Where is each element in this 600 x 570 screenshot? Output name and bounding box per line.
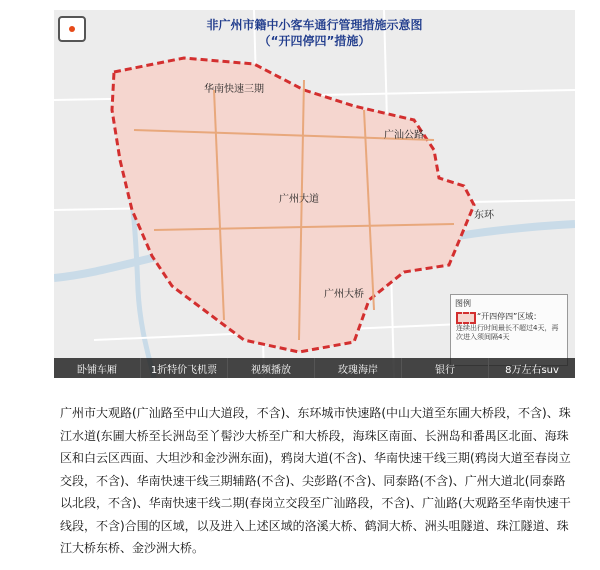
- road-label: 东环: [474, 210, 494, 221]
- description-paragraph: 广州市大观路(广汕路至中山大道段，不含)、东环城市快速路(中山大道至东圃大桥段，不含)、珠江水道(东圃大桥至长洲岛至丫髻沙大桥至广和大桥段，海珠区南面、长洲岛和番禺区北面、海珠区和白云区西面、大坦沙和金沙洲东面)，鸦岗大道(不含)、华南快速干线三期(鸦岗大道至春岗立交段，不含)、华南快速干线三期辅路(不含)、尖彭路(不含)、同泰路(不含)、广州大道北(同泰路以北段，不含)、华南快速干线二期(春岗立交段至广汕路段，不含)、广汕路(大观路至华南快速干线段，不含)合围的区域，以及进入上述区域的洛溪大桥、鹤洞大桥、洲头咀隧道、珠江隧道、珠江大桥东桥、金沙洲大桥。: [60, 406, 571, 555]
- ad-link[interactable]: 视频播放: [228, 358, 315, 378]
- legend-title: 图例: [455, 299, 471, 308]
- map-image: [54, 10, 575, 378]
- road-label: 华南快速三期: [204, 84, 264, 95]
- road-label: 广州大道: [279, 194, 319, 205]
- legend-zone-swatch: [456, 312, 476, 324]
- ad-link[interactable]: 8万左右suv: [505, 364, 559, 376]
- ad-link-bar: [54, 358, 575, 378]
- ad-link[interactable]: 1折特价飞机票: [141, 358, 228, 378]
- map-legend: [450, 294, 568, 366]
- road-label: 广汕公路: [384, 130, 424, 141]
- legend-text: 连续出行时间最长不超过4天，再次进入须间隔4天: [456, 324, 559, 341]
- ad-link[interactable]: 银行: [402, 358, 489, 378]
- legend-label: “开四停四”区域：: [477, 312, 542, 321]
- ad-link[interactable]: 卧铺车厢: [54, 358, 141, 378]
- map-title: 非广州市籍中小客车通行管理措施示意图: [206, 18, 423, 32]
- ad-link[interactable]: 玫瑰海岸: [315, 358, 402, 378]
- road-label: 广州大桥: [324, 289, 364, 300]
- map-subtitle: （“开四停四”措施）: [258, 34, 371, 48]
